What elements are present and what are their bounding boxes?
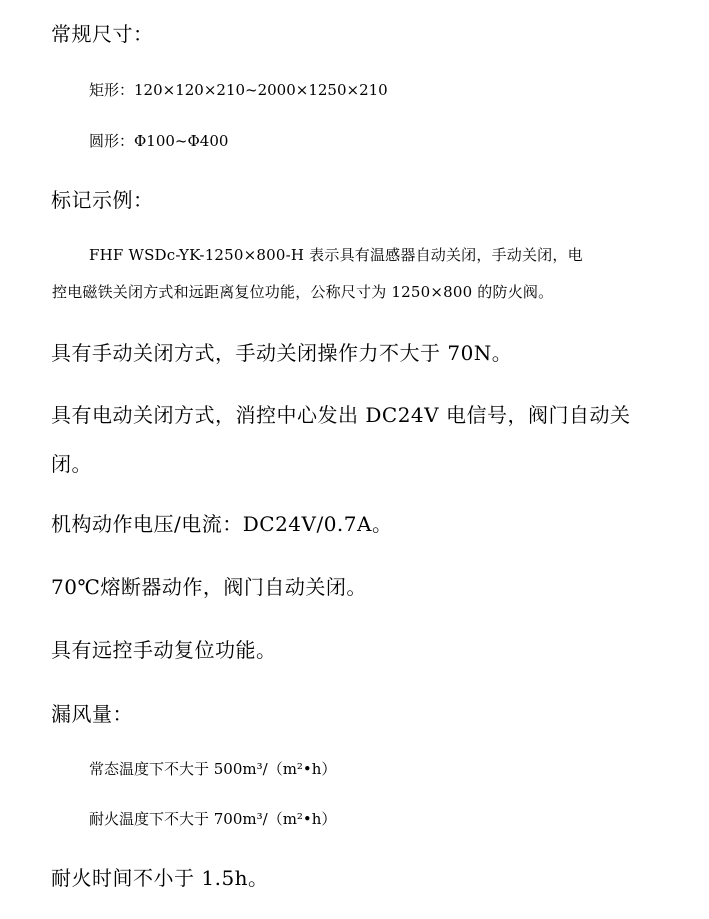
fuse-text: 70℃熔断器动作，阀门自动关闭。 [51, 575, 367, 599]
remote-reset-text: 具有远控手动复位功能。 [51, 638, 277, 662]
leak-normal-temp: 常态温度下不大于 500m³/（m²•h） [89, 760, 337, 778]
manual-close-text: 具有手动关闭方式，手动关闭操作力不大于 70N。 [51, 341, 513, 365]
electric-close-line-2: 闭。 [51, 452, 92, 476]
leak-fire-temp: 耐火温度下不大于 700m³/（m²•h） [89, 810, 337, 828]
fire-resistance-time: 耐火时间不小于 1.5h。 [51, 866, 269, 890]
electric-close-line-1: 具有电动关闭方式，消控中心发出 DC24V 电信号，阀门自动关 [51, 403, 631, 427]
mark-heading: 标记示例： [51, 188, 154, 212]
spec-rect: 矩形：120×120×210~2000×1250×210 [89, 81, 388, 99]
spec-round: 圆形：Φ100~Φ400 [89, 132, 229, 150]
mark-example-line-2: 控电磁铁关闭方式和远距离复位功能，公称尺寸为 1250×800 的防火阀。 [52, 283, 554, 301]
spec-heading: 常规尺寸： [51, 22, 154, 46]
mark-example-line-1: FHF WSDc-YK-1250×800-H 表示具有温感器自动关闭，手动关闭，电 [89, 246, 583, 264]
mechanism-voltage-text: 机构动作电压/电流：DC24V/0.7A。 [51, 512, 393, 536]
leak-heading: 漏风量： [51, 702, 133, 726]
